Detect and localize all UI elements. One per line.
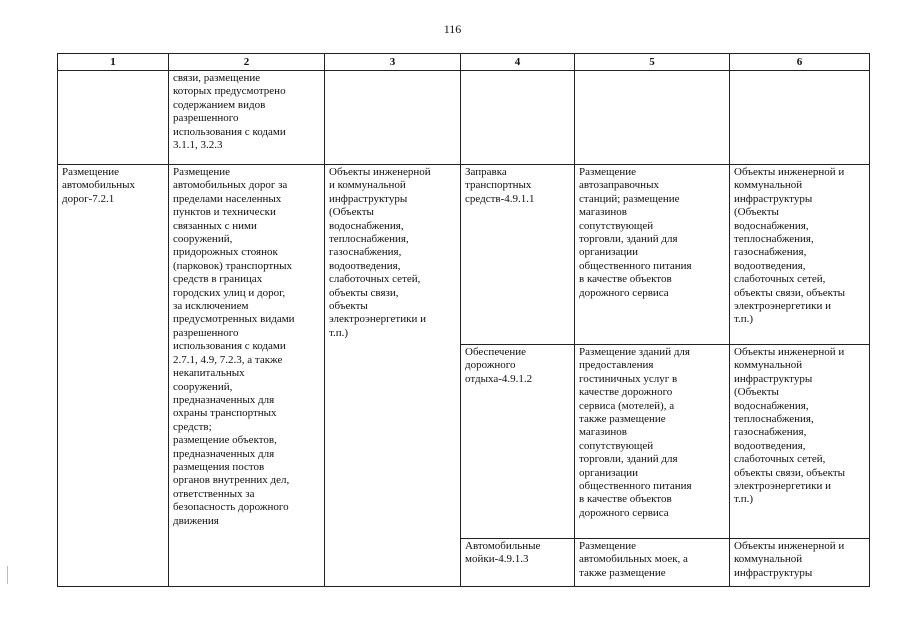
table-cell: Заправка транспортных средств-4.9.1.1 (461, 165, 575, 345)
table-cell: Размещение зданий для предоставления гостиничных услуг в качестве дорожного сервиса (мотелей), а также размещение магазинов сопутствующей торговли, зданий для организации общественного питания в качестве объектов дорожного сервиса (575, 345, 730, 539)
table-cell: Объекты инженерной и коммунальной инфраструктуры (Объекты водоснабжения, теплоснабжения, газоснабжения, водоотведения, слаботочных сетей, объекты связи, объекты электроэнергетики и т.п.) (730, 345, 870, 539)
table-row (58, 165, 870, 345)
continuation-row (58, 71, 870, 165)
table-cell (730, 71, 870, 165)
table-cell: Размещение автомобильных моек, а также размещение (575, 539, 730, 587)
table-cell (325, 71, 461, 165)
table-cell: Размещение автомобильных дорог за пределами населенных пунктов и технически связанных с ними сооружений, придорожных стоянок (парковок) транспортных средств в границах городских улиц и дорог, за исключением предусмотренных видами разрешенного использования с кодами 2.7.1, 4.9, 7.2.3, а также некапитальных сооружений, предназначенных для охраны транспортных средств; размещение объектов, предназначенных для размещения постов органов внутренних дел, ответственных за безопасность дорожного движения (169, 165, 325, 587)
table-cell: Автомобильные мойки-4.9.1.3 (461, 539, 575, 587)
column-header: 5 (575, 54, 730, 71)
table-cell: Размещение автозаправочных станций; размещение магазинов сопутствующей торговли, зданий для организации общественного питания в качестве объектов дорожного сервиса (575, 165, 730, 345)
table-cell: Объекты инженерной и коммунальной инфраструктуры (Объекты водоснабжения, теплоснабжения, газоснабжения, водоотведения, слаботочных сетей, объекты связи, объекты электроэнергетики и т.п.) (730, 165, 870, 345)
header-row (58, 54, 870, 71)
table-cell: Объекты инженерной и коммунальной инфраструктуры (730, 539, 870, 587)
margin-mark (7, 566, 11, 584)
table-cell: Обеспечение дорожного отдыха-4.9.1.2 (461, 345, 575, 539)
land-use-table (57, 53, 870, 587)
column-header: 1 (58, 54, 169, 71)
table-cell: Объекты инженерной и коммунальной инфраструктуры (Объекты водоснабжения, теплоснабжения, газоснабжения, водоотведения, слаботочных сетей, объекты связи, объекты электроэнергетики и т.п.) (325, 165, 461, 587)
column-header: 4 (461, 54, 575, 71)
table-cell: Размещение автомобильных дорог-7.2.1 (58, 165, 169, 587)
page-number: 116 (443, 22, 462, 36)
table-cell (461, 71, 575, 165)
table-cell (58, 71, 169, 165)
column-header: 6 (730, 54, 870, 71)
column-header: 3 (325, 54, 461, 71)
table-cell (575, 71, 730, 165)
table-cell: связи, размещение которых предусмотрено содержанием видов разрешенного использования с кодами 3.1.1, 3.2.3 (169, 71, 325, 165)
column-header: 2 (169, 54, 325, 71)
